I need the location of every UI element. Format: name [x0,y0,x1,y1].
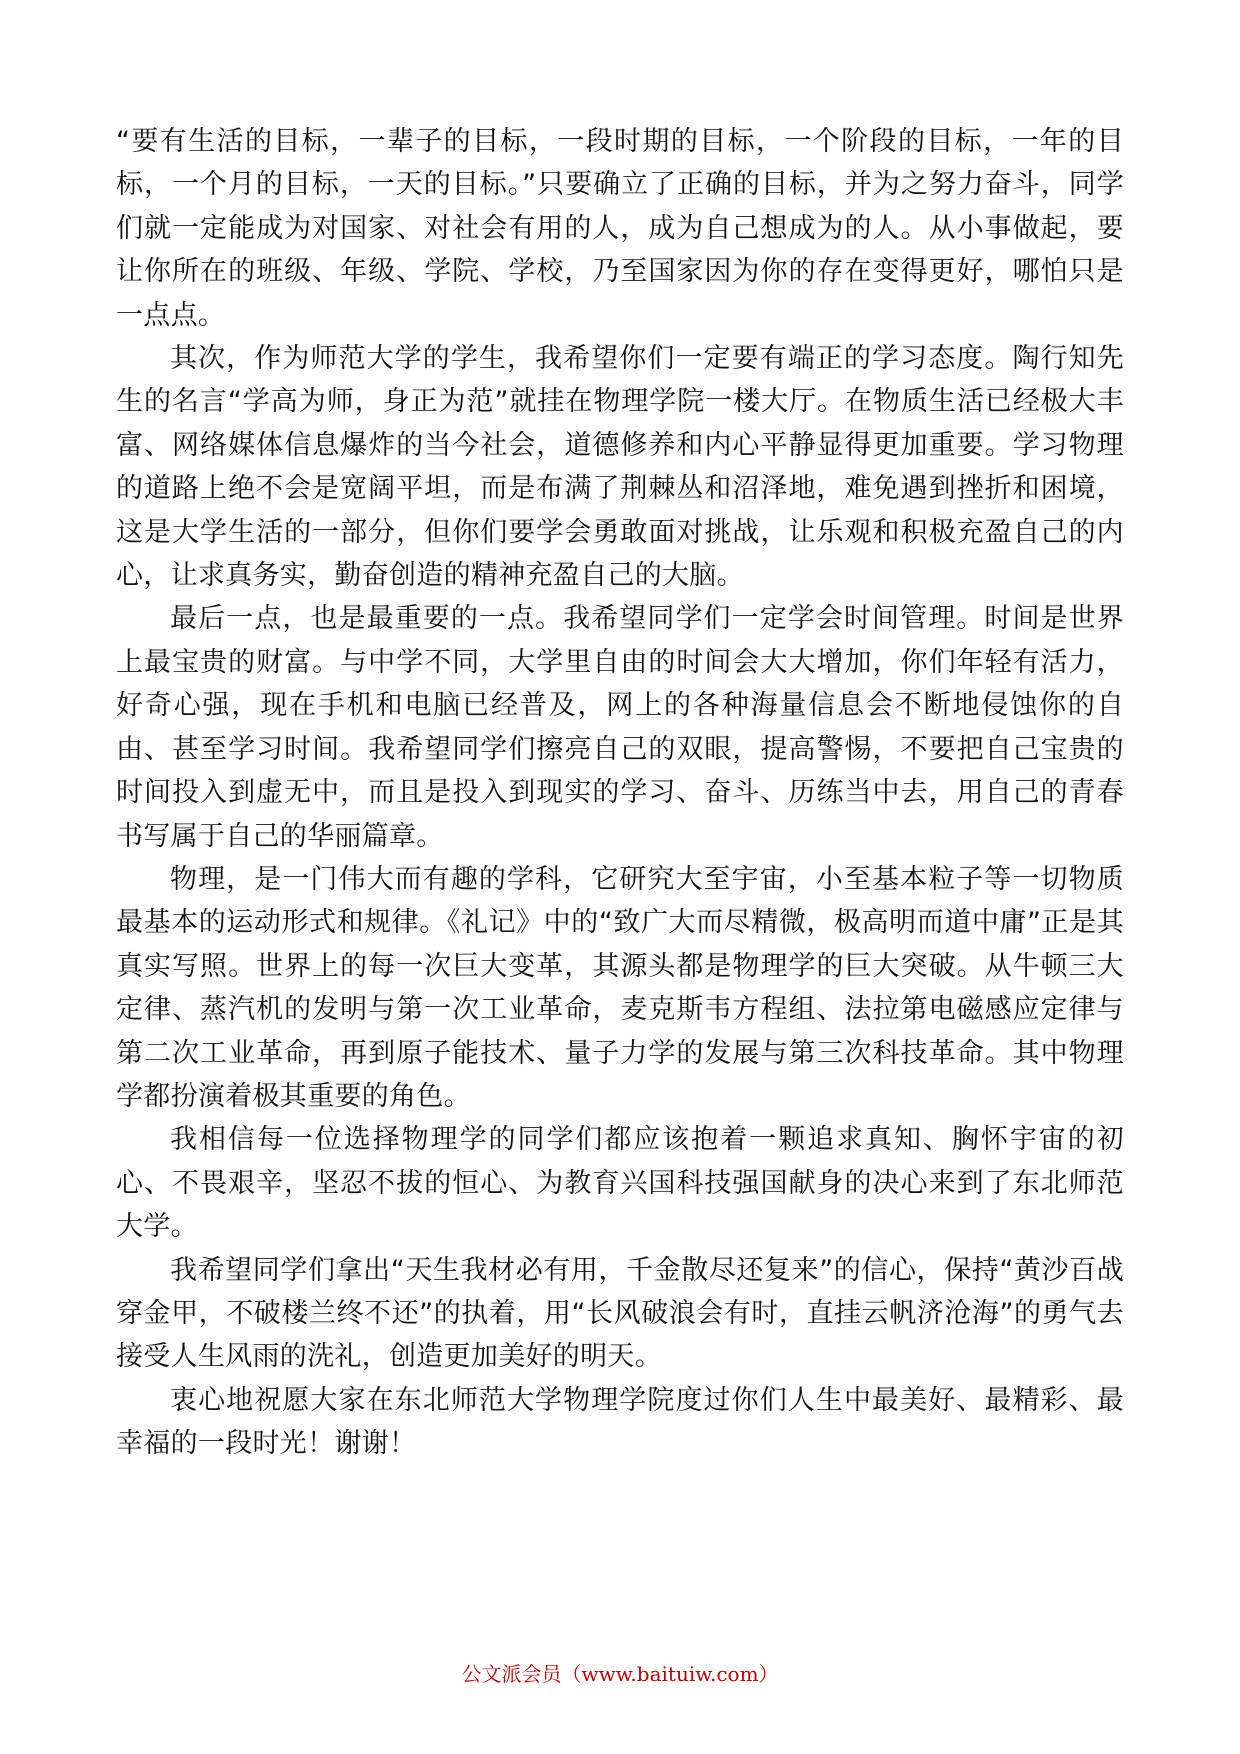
paragraph-hope: 我希望同学们拿出“天生我材必有用，千金散尽还复来”的信心，保持“黄沙百战穿金甲，不破楼兰终不还”的执着，用“长风破浪会有时，直挂云帆济沧海”的勇气去接受人生风雨的洗礼，创造更加美好的明天。 [116,1254,1124,1373]
paragraph-closing: 衷心地祝愿大家在东北师范大学物理学院度过你们人生中最美好、最精彩、最幸福的一段时光！谢谢！ [116,1384,1124,1460]
paragraph-goals: “要有生活的目标，一辈子的目标，一段时期的目标，一个阶段的目标，一年的目标，一个月的目标，一天的目标。”只要确立了正确的目标，并为之努力奋斗，同学们就一定能成为对国家、对社会有用的人，成为自己想成为的人。从小事做起，要让你所在的班级、年级、学院、学校，乃至国家因为你的存在变得更好，哪怕只是一点点。 [116,126,1124,331]
footer-watermark: 公文派会员（www.baituiw.com） [461,1662,779,1686]
paragraph-belief: 我相信每一位选择物理学的同学们都应该抱着一颗追求真知、胸怀宇宙的初心、不畏艰辛，坚忍不拔的恒心、为教育兴国科技强国献身的决心来到了东北师范大学。 [116,1124,1124,1243]
paragraph-study-attitude: 其次，作为师范大学的学生，我希望你们一定要有端正的学习态度。陶行知先生的名言“学高为师，身正为范”就挂在物理学院一楼大厅。在物质生活已经极大丰富、网络媒体信息爆炸的当今社会，道德修养和内心平静显得更加重要。学习物理的道路上绝不会是宽阔平坦，而是布满了荆棘丛和沼泽地，难免遇到挫折和困境，这是大学生活的一部分，但你们要学会勇敢面对挑战，让乐观和积极充盈自己的内心，让求真务实，勤奋创造的精神充盈自己的大脑。 [116,343,1124,592]
paragraph-time-management: 最后一点，也是最重要的一点。我希望同学们一定学会时间管理。时间是世界上最宝贵的财富。与中学不同，大学里自由的时间会大大增加，你们年轻有活力，好奇心强，现在手机和电脑已经普及，网上的各种海量信息会不断地侵蚀你的自由、甚至学习时间。我希望同学们擦亮自己的双眼，提高警惕，不要把自己宝贵的时间投入到虚无中，而且是投入到现实的学习、奋斗、历练当中去，用自己的青春书写属于自己的华丽篇章。 [116,603,1124,852]
paragraph-physics: 物理，是一门伟大而有趣的学科，它研究大至宇宙，小至基本粒子等一切物质最基本的运动形式和规律。《礼记》中的“致广大而尽精微，极高明而道中庸”正是其真实写照。世界上的每一次巨大变革，其源头都是物理学的巨大突破。从牛顿三大定律、蒸汽机的发明与第一次工业革命，麦克斯韦方程组、法拉第电磁感应定律与第二次工业革命，再到原子能技术、量子力学的发展与第三次科技革命。其中物理学都扮演着极其重要的角色。 [116,863,1124,1112]
document-body [116,120,1124,1466]
